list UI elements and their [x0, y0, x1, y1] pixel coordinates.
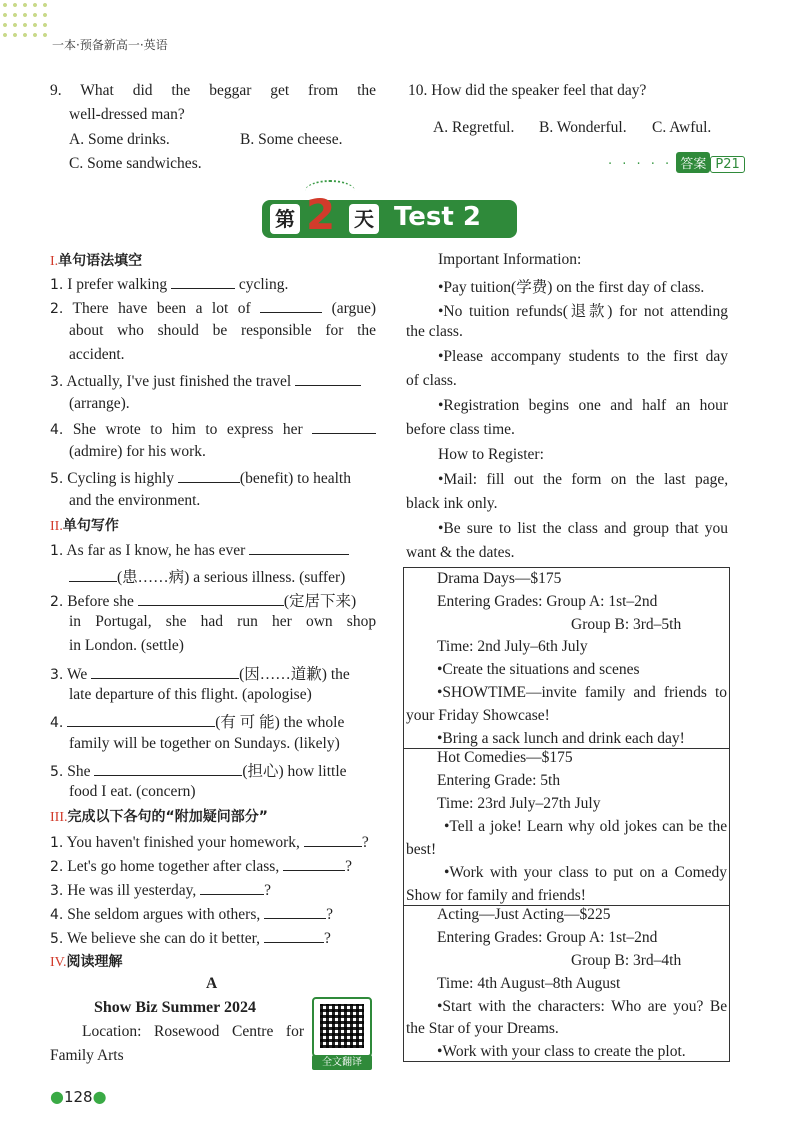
q9-line2: well-dressed man? — [69, 106, 185, 123]
answer-blank[interactable] — [138, 591, 284, 606]
s2-q4-line1: 4. (有 可 能) the whole — [50, 714, 345, 731]
s2-q5-line2: food I eat. (concern) — [69, 783, 196, 800]
s2-q3-line2: late departure of this flight. (apologise) — [69, 686, 312, 703]
s2-q1-line1: 1. As far as I know, he has ever — [50, 540, 349, 560]
q9-line1: 9. What did the beggar get from the — [50, 82, 376, 99]
q9-option-c: C. Some sandwiches. — [69, 155, 202, 172]
page-dot-left: ● — [50, 1087, 64, 1106]
comedy-bullet-2-line1: •Work with your class to put on a Comedy — [444, 864, 728, 881]
drama-bullet-2-line1: •SHOWTIME—invite family and friends to — [437, 684, 728, 701]
qr-caption: 全文翻译 — [312, 1055, 372, 1070]
s1-q1: 1. I prefer walking cycling. — [50, 276, 289, 293]
answer-blank[interactable] — [312, 419, 376, 434]
section-2-heading: II.单句写作 — [50, 518, 119, 534]
s3-item-3: 3. He was ill yesterday, ? — [50, 882, 271, 899]
s3-item-5: 5. We believe she can do it better, ? — [50, 930, 331, 947]
answer-page: P21 — [710, 156, 744, 173]
comedy-bullet-1-line1: •Tell a joke! Learn why old jokes can be the — [444, 818, 728, 835]
info-bullet-2-line2: the class. — [406, 323, 463, 340]
comedy-title: Hot Comedies—$175 — [437, 749, 573, 766]
passage-label: A — [206, 975, 218, 992]
s1-q3-line1: 3. Actually, I've just finished the travel — [50, 371, 361, 391]
q10-option-c: C. Awful. — [652, 119, 712, 136]
answer-label: 答案 — [676, 152, 710, 173]
s1-q4-line2: (admire) for his work. — [69, 443, 206, 460]
drama-grades-a: Entering Grades: Group A: 1st–2nd — [437, 593, 658, 610]
corner-dot-pattern — [0, 0, 48, 40]
location-line1: Location: Rosewood Centre for — [82, 1023, 304, 1040]
s1-q2-line1: 2. There have been a lot of (argue) — [50, 300, 377, 317]
banner-char-di: 第 — [270, 204, 300, 234]
q9-option-a: A. Some drinks. — [69, 131, 170, 148]
s1-q4-line1: 4. She wrote to him to express her — [50, 419, 376, 439]
s2-q5-line1: 5. She (担心) how little — [50, 763, 347, 780]
s2-q1-line2: (患……病) a serious illness. (suffer) — [69, 565, 345, 587]
register-bullet-2-line1: •Be sure to list the class and group that you — [438, 520, 729, 537]
answer-blank[interactable] — [94, 761, 242, 776]
q9-option-b: B. Some cheese. — [240, 131, 343, 148]
info-bullet-4-line1: •Registration begins one and half an hour — [438, 397, 729, 414]
page-number: ●128● — [50, 1087, 107, 1106]
s1-q2-line3: accident. — [69, 346, 125, 363]
drama-bullet-2-line2: your Friday Showcase! — [406, 707, 550, 724]
info-bullet-3-line1: •Please accompany students to the first day — [438, 348, 729, 365]
section-3-heading: III.完成以下各句的“附加疑问部分” — [50, 809, 268, 825]
banner-day-number: 2 — [306, 190, 336, 239]
s1-q5-line1: 5. Cycling is highly (benefit) to health — [50, 470, 351, 487]
acting-time: Time: 4th August–8th August — [437, 975, 621, 992]
drama-bullet-3: •Bring a sack lunch and drink each day! — [437, 730, 685, 747]
s2-q4-line2: family will be together on Sundays. (likely) — [69, 735, 340, 752]
register-title: How to Register: — [438, 446, 544, 463]
answer-blank[interactable] — [69, 567, 117, 582]
drama-title: Drama Days—$175 — [437, 570, 562, 587]
acting-grades-a: Entering Grades: Group A: 1st–2nd — [437, 929, 658, 946]
section-4-heading: IV.阅读理解 — [50, 954, 123, 970]
answer-dots: · · · · · — [608, 157, 673, 172]
info-bullet-4-line2: before class time. — [406, 421, 515, 438]
s2-q2-line3: in London. (settle) — [69, 637, 184, 654]
running-header: 一本·预备新高一·英语 — [52, 38, 168, 52]
s3-item-2: 2. Let's go home together after class, ? — [50, 858, 352, 875]
qr-code[interactable] — [312, 997, 372, 1057]
s3-item-4: 4. She seldom argues with others, ? — [50, 906, 334, 923]
drama-time: Time: 2nd July–6th July — [437, 638, 588, 655]
s1-q2-line2: about who should be responsible for the — [69, 322, 377, 339]
s1-q5-line2: and the environment. — [69, 492, 201, 509]
drama-grades-b: Group B: 3rd–5th — [571, 616, 682, 633]
comedy-bullet-1-line2: best! — [406, 841, 437, 858]
passage-title: Show Biz Summer 2024 — [94, 999, 256, 1016]
info-bullet-3-line2: of class. — [406, 372, 457, 389]
acting-title: Acting—Just Acting—$225 — [437, 906, 611, 923]
answer-blank[interactable] — [264, 928, 324, 943]
comedy-grades: Entering Grade: 5th — [437, 772, 561, 789]
answer-blank[interactable] — [295, 371, 361, 386]
comedy-bullet-2-line2: Show for family and friends! — [406, 887, 586, 904]
info-bullet-2-line1: •No tuition refunds(退款) for not attending — [438, 303, 728, 320]
register-bullet-2-line2: want & the dates. — [406, 544, 515, 561]
s1-q3-line2: (arrange). — [69, 395, 130, 412]
q10-question: 10. How did the speaker feel that day? — [408, 82, 647, 99]
info-bullet-1: •Pay tuition(学费) on the first day of class. — [438, 279, 705, 296]
banner-test-title: Test 2 — [394, 202, 481, 232]
answer-blank[interactable] — [264, 904, 326, 919]
s2-q2-line2: in Portugal, she had run her own shop — [69, 613, 377, 630]
s2-q3-line1: 3. We (因……道歉) the — [50, 666, 350, 683]
answer-blank[interactable] — [283, 856, 345, 871]
answer-blank[interactable] — [171, 274, 235, 289]
location-line2: Family Arts — [50, 1047, 124, 1064]
page-dot-right: ● — [92, 1087, 107, 1106]
q10-option-b: B. Wonderful. — [539, 119, 627, 136]
answer-blank[interactable] — [178, 468, 240, 483]
banner-char-tian: 天 — [349, 204, 379, 234]
s3-item-1: 1. You haven't finished your homework, ? — [50, 834, 369, 851]
acting-bullet-2: •Work with your class to create the plot. — [437, 1043, 686, 1060]
answer-blank[interactable] — [200, 880, 264, 895]
drama-bullet-1: •Create the situations and scenes — [437, 661, 640, 678]
info-title: Important Information: — [438, 251, 582, 268]
answer-blank[interactable] — [304, 832, 362, 847]
acting-bullet-1-line2: the Star of your Dreams. — [406, 1020, 559, 1037]
answer-blank[interactable] — [260, 298, 322, 313]
qr-pattern — [320, 1004, 364, 1048]
answer-blank[interactable] — [249, 540, 349, 555]
day-banner — [262, 190, 517, 240]
answer-blank[interactable] — [67, 712, 215, 727]
acting-grades-b: Group B: 3rd–4th — [571, 952, 682, 969]
q10-option-a: A. Regretful. — [433, 119, 515, 136]
s2-q2-line1: 2. Before she (定居下来) — [50, 593, 357, 610]
acting-bullet-1-line1: •Start with the characters: Who are you? Be — [437, 998, 728, 1015]
comedy-time: Time: 23rd July–27th July — [437, 795, 601, 812]
answer-blank[interactable] — [91, 664, 239, 679]
answer-reference — [608, 152, 745, 173]
section-1-heading: I.单句语法填空 — [50, 253, 143, 269]
register-bullet-1-line1: •Mail: fill out the form on the last page, — [438, 471, 729, 488]
register-bullet-1-line2: black ink only. — [406, 495, 498, 512]
